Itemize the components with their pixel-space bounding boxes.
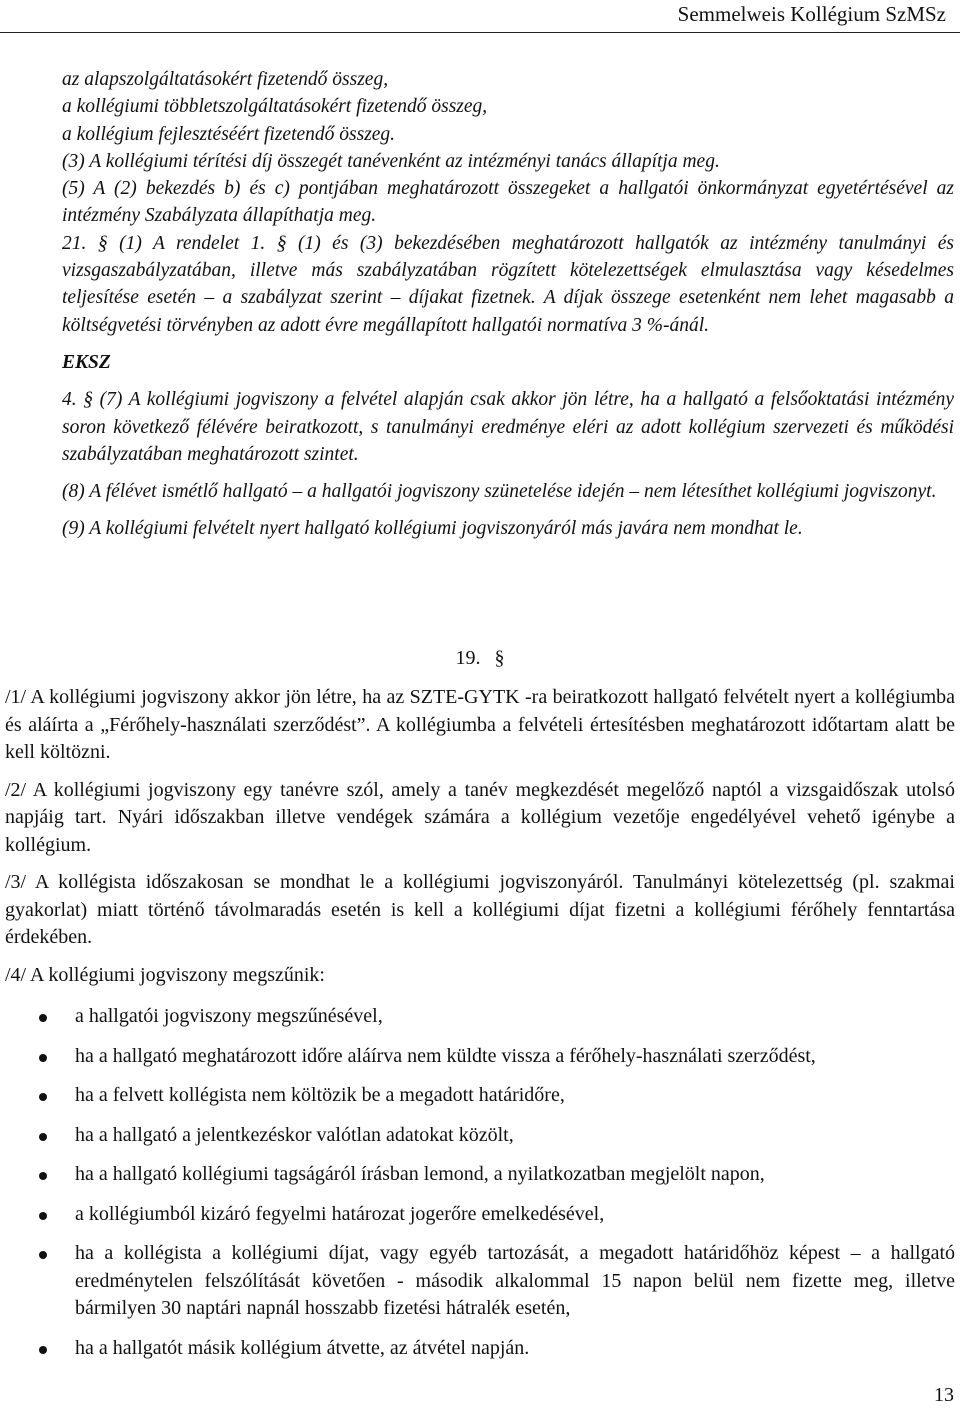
- section-body: [5, 684, 955, 999]
- section-paragraph: /2/ A kollégiumi jogviszony egy tanévre szól, amely a tanév megkezdését megelőző naptól a vizsgaidőszak utolsó napjáig tart. Nyári időszakban illetve vendégek számára a kollégium vezetője engedélyével vehető igénybe a kollégium.: [5, 778, 955, 856]
- list-item-text: ha a felvett kollégista nem költözik be a megadott határidőre,: [75, 1084, 565, 1106]
- list-item-text: ha a kollégista a kollégiumi díjat, vagy egyéb tartozását, a megadott határidőhöz képest – a hallgató eredménytelen felszólítását követően - második alkalommal 15 napon belül nem fizette meg, illetve bármilyen 30 naptári napnál hosszabb fizetési hátralék esetén,: [75, 1242, 955, 1319]
- list-item-text: a hallgatói jogviszony megszűnésével,: [75, 1005, 383, 1027]
- list-item: [5, 1201, 955, 1229]
- section-paragraph: /1/ A kollégiumi jogviszony akkor jön létre, ha az SZTE-GYTK -ra beiratkozott hallgató felvételt nyert a kollégiumba és aláírta a „Férőhely-használati szerződést”. A kollégiumba a felvételi értesítésben meghatározott időtartam alatt be kell költözni.: [5, 686, 955, 763]
- list-item: [5, 1335, 955, 1363]
- regulation-paragraph: (3) A kollégiumi térítési díj összegét tanévenként az intézményi tanács állapítja meg.: [62, 150, 720, 172]
- section-paragraph: /3/ A kollégista időszakosan se mondhat le a kollégiumi jogviszonyáról. Tanulmányi kötelezettség (pl. szakmai gyakorlat) miatt történő távolmaradás esetén is kell a kollégiumi díjat fizetni a kollégiumi férőhely fenntartása érdekében.: [5, 871, 955, 948]
- list-item: [5, 1082, 955, 1110]
- list-item-text: ha a hallgató kollégiumi tagságáról írásban lemond, a nyilatkozatban megjelölt napon,: [75, 1163, 765, 1185]
- running-header: Semmelweis Kollégium SzMSz: [677, 2, 946, 26]
- fee-list-item: a kollégium fejlesztéséért fizetendő összeg.: [62, 123, 396, 145]
- section-symbol: §: [494, 647, 505, 669]
- section-paragraph: /4/ A kollégiumi jogviszony megszűnik:: [5, 963, 325, 986]
- list-item-text: a kollégiumból kizáró fegyelmi határozat jogerőre emelkedésével,: [75, 1202, 605, 1225]
- fee-list-item: a kollégiumi többletszolgáltatásokért fizetendő összeg,: [62, 96, 488, 118]
- regulation-paragraph: (5) A (2) bekezdés b) és c) pontjában meghatározott összegeket a hallgatói önkormányzat egyetértésével az intézmény Szabályzata állapíthatja meg.: [62, 178, 954, 227]
- bullet-icon: [39, 1212, 47, 1220]
- section-number: 19.: [455, 647, 481, 669]
- page-number: 13: [934, 1384, 954, 1406]
- bullet-icon: [39, 1251, 47, 1259]
- list-item-text: ha a hallgatót másik kollégium átvette, az átvétel napján.: [75, 1336, 530, 1359]
- eksz-heading: EKSZ: [62, 351, 111, 373]
- bullet-icon: [39, 1014, 47, 1022]
- list-item: [5, 1240, 955, 1323]
- bullet-icon: [39, 1346, 47, 1354]
- eksz-paragraph: (9) A kollégiumi felvételt nyert hallgató kollégiumi jogviszonyáról más javára nem mondhat le.: [62, 518, 803, 540]
- list-item-text: ha a hallgató meghatározott időre aláírva nem küldte vissza a férőhely-használati szerződést,: [75, 1044, 816, 1067]
- eksz-paragraph: 4. § (7) A kollégiumi jogviszony a felvétel alapján csak akkor jön létre, ha a hallgató a felsőoktatási intézmény soron következő félévére beiratkozott, s tanulmányi eredménye eléri az adott kollégium szervezeti és működési szabályzatában meghatározott szintet.: [62, 389, 954, 465]
- fee-list-item: az alapszolgáltatásokért fizetendő összeg,: [62, 69, 389, 90]
- bullet-icon: [39, 1054, 47, 1062]
- bullet-icon: [39, 1093, 47, 1101]
- header-rule: [0, 32, 960, 33]
- list-item-text: ha a hallgató a jelentkezéskor valótlan adatokat közölt,: [75, 1123, 514, 1146]
- bullet-icon: [39, 1133, 47, 1141]
- list-item: [5, 1043, 955, 1071]
- regulation-paragraph: 21. § (1) A rendelet 1. § (1) és (3) bekezdésében meghatározott hallgatók az intézmény tanulmányi és vizsgaszabályzatában, illetve más szabályzatában rögzített kötelezettségek elmulasztása vagy késedelmes teljesítése esetén – a szabályzat szerint – díjakat fizetnek. A díjak összege esetenként nem lehet magasabb a költségvetési törvényben az adott évre megállapított hallgatói normatíva 3 %-ánál.: [62, 232, 954, 336]
- section-heading: [0, 644, 960, 672]
- bullet-icon: [39, 1172, 47, 1180]
- list-item: [5, 1122, 955, 1150]
- termination-list: [5, 1003, 955, 1374]
- eksz-paragraph: (8) A félévet ismétlő hallgató – a hallgatói jogviszony szünetelése idején – nem létesíthet kollégiumi jogviszonyt.: [62, 481, 937, 503]
- list-item: [5, 1003, 955, 1031]
- list-item: [5, 1161, 955, 1189]
- quoted-regulation-block: [62, 66, 954, 543]
